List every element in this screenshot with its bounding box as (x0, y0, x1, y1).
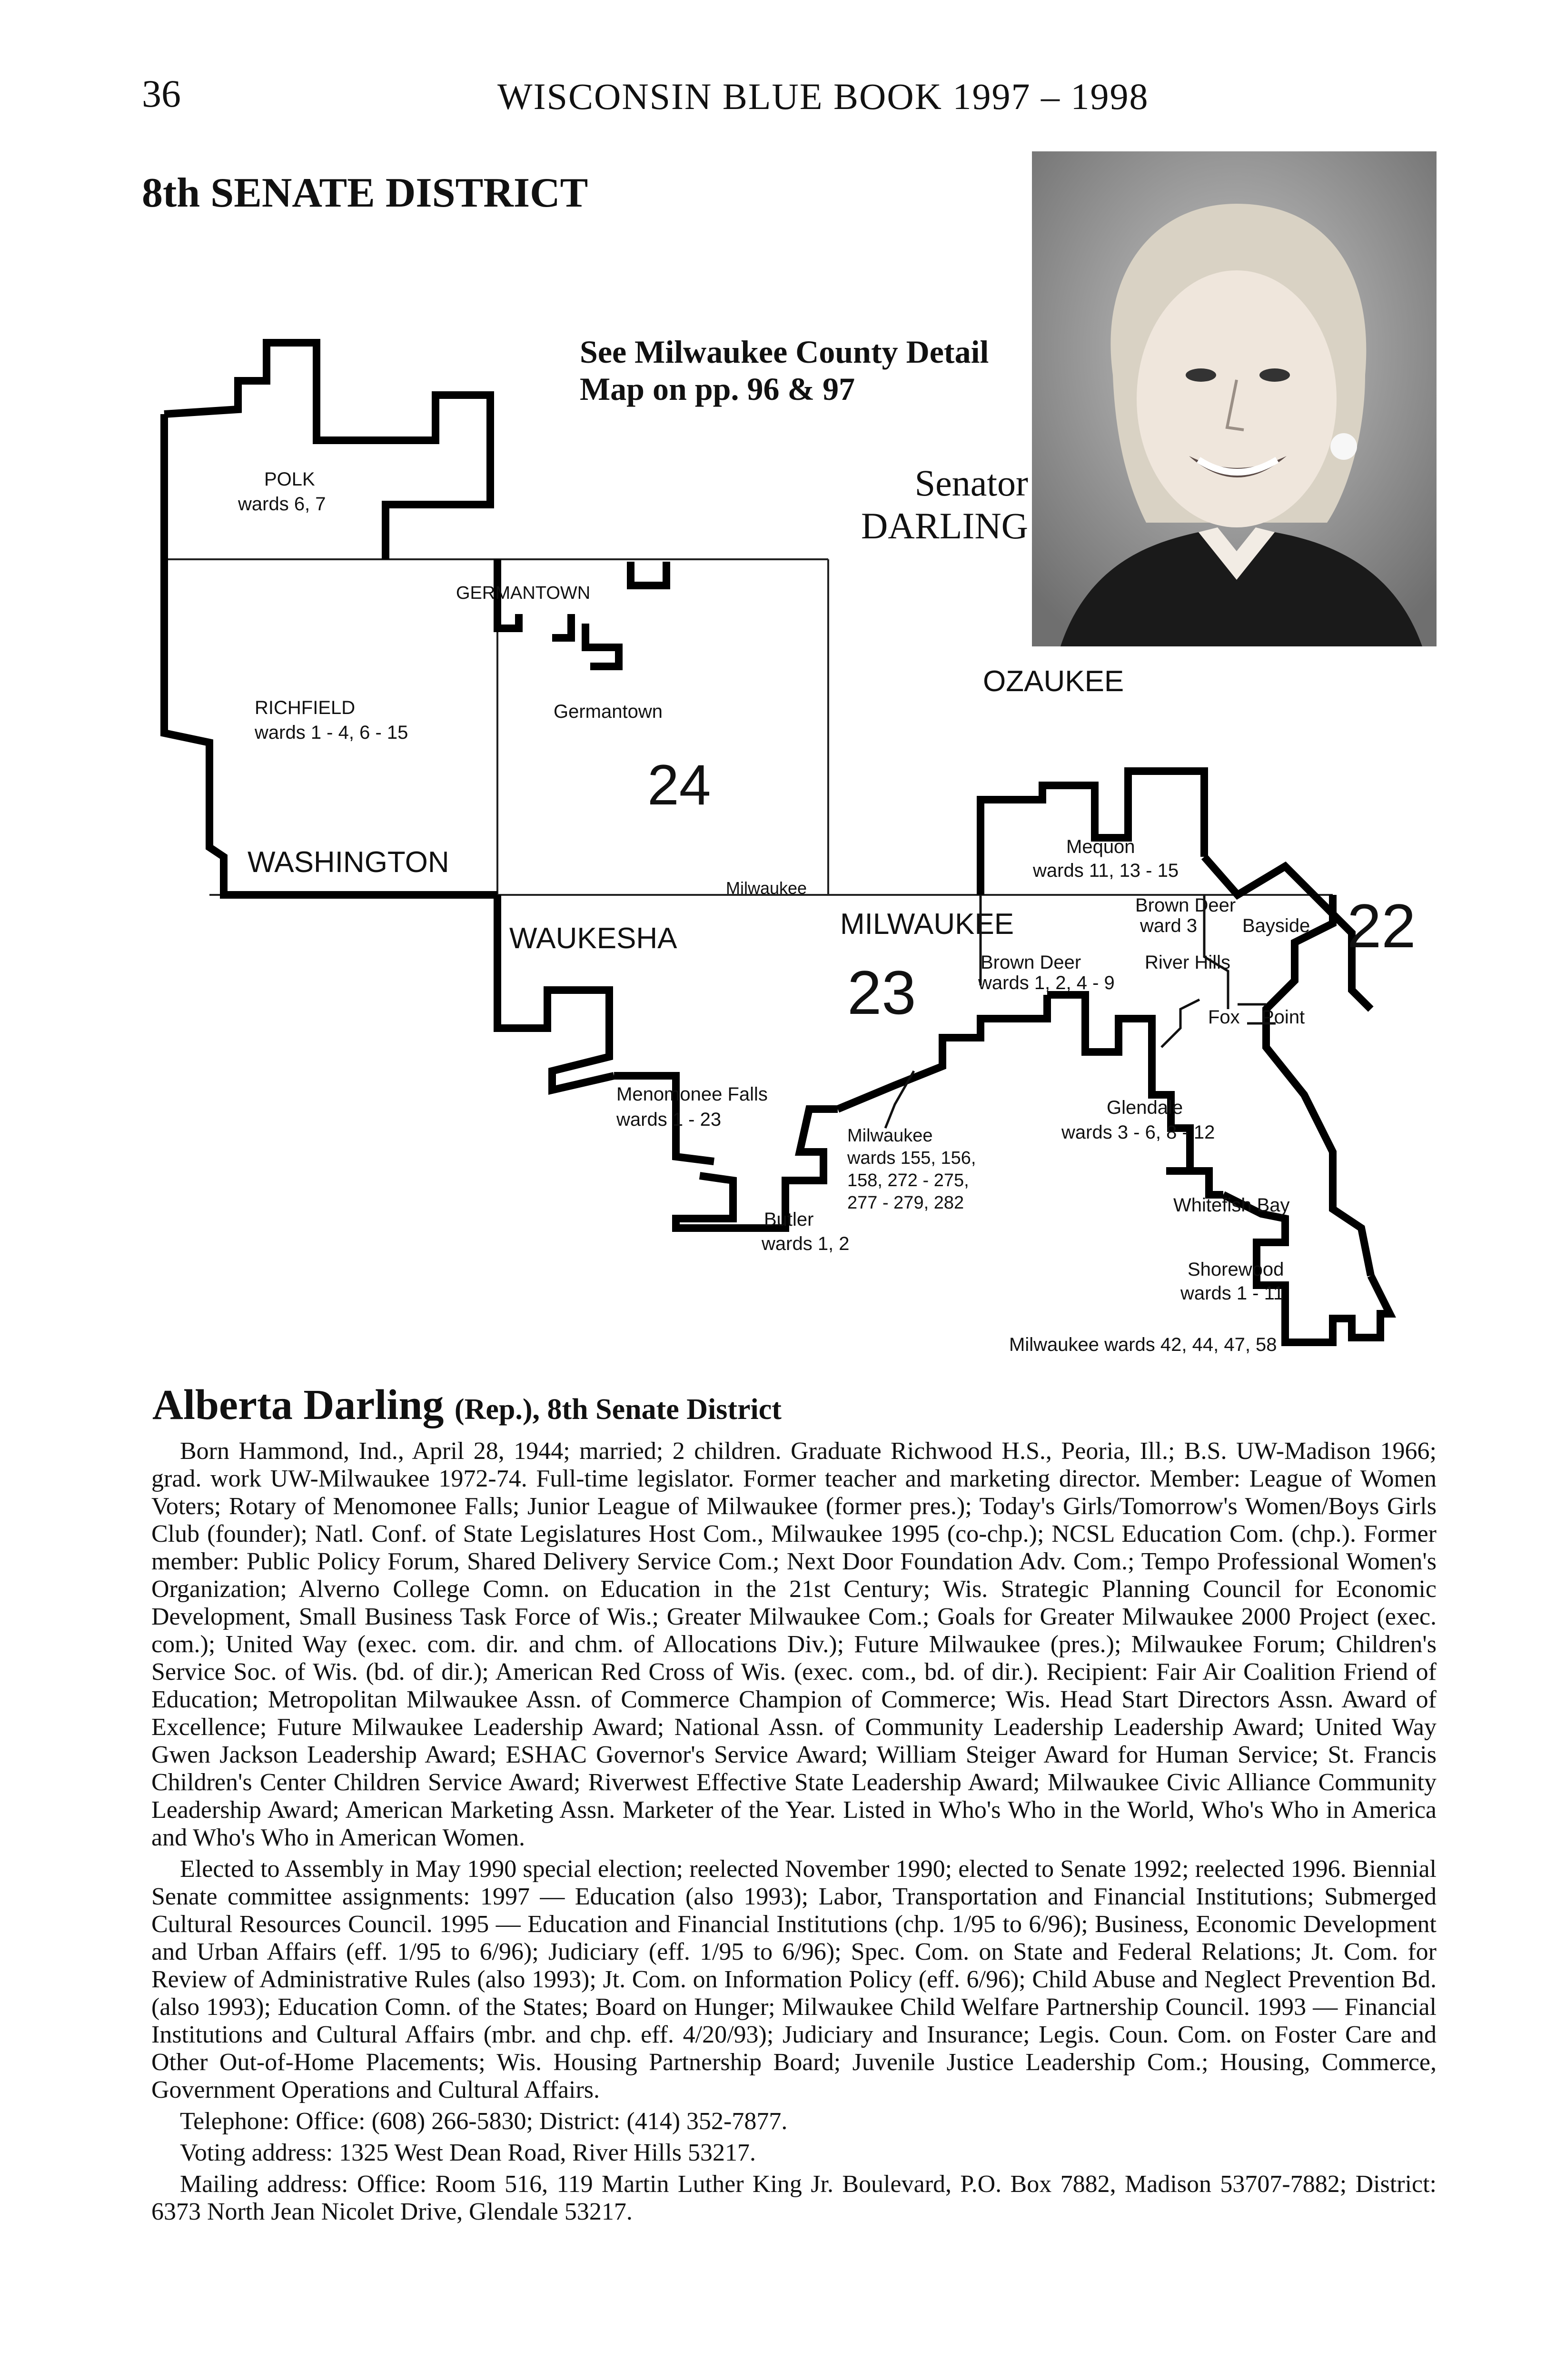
label-brown-deer-top-ward: ward 3 (1140, 915, 1198, 936)
label-milwaukee-wards-bottom: Milwaukee wards 42, 44, 47, 58 (1009, 1334, 1277, 1355)
label-menomonee-wards: wards 1 - 23 (616, 1109, 722, 1130)
label-district-22: 22 (1347, 891, 1416, 961)
label-brown-deer-top: Brown Deer (1135, 895, 1236, 916)
label-milwaukee-wards-a: Milwaukee (847, 1126, 933, 1146)
label-milwaukee: MILWAUKEE (840, 908, 1014, 941)
senator-name: Alberta Darling (152, 1381, 444, 1428)
label-polk: POLK (264, 469, 315, 490)
label-shorewood-wards: wards 1 - 11 (1180, 1283, 1284, 1304)
district-title: 8th SENATE DISTRICT (142, 170, 588, 216)
running-head: WISCONSIN BLUE BOOK 1997 – 1998 (497, 76, 1149, 117)
label-ozaukee: OZAUKEE (983, 665, 1124, 698)
label-whitefish-bay: Whitefish Bay (1173, 1195, 1290, 1216)
label-germantown: Germantown (554, 701, 663, 722)
party-district: (Rep.), 8th Senate District (454, 1393, 782, 1426)
bio-paragraph-background: Born Hammond, Ind., April 28, 1944; married; 2 children. Graduate Richwood H.S., Peoria, Ill.; B.S. UW-Madison 1966; grad. work UW-Milwaukee 1972-74. Full-time legislator. Former teacher and marketing director. Member: League of Women Voters; Rotary of Menomonee Falls; Junior League of Milwaukee (former pres.); Today's Girls/Tomorrow's Women/Boys Girls Club (founder); Natl. Conf. of State Legislatures Host Com., Milwaukee 1995 (co-chp.); NCSL Education Com. (chp.). Former member: Public Policy Forum, Shared Delivery Service Com.; Next Door Foundation Adv. Com.; Tempo Professional Women's Organization; Alverno College Comn. on Education in the 21st Century; Wis. Strategic Planning Council for Economic Development, Small Business Task Force of Wis.; Greater Milwaukee Com.; Goals for Greater Milwaukee 2000 Project (exec. com.); United Way (exec. com. dir. and chm. of Allocations Div.); Future Milwaukee (pres.); Milwaukee Forum; Children's Service Soc. of Wis. (bd. of dir.); American Red Cross of Wis. (exec. com., bd. of dir.). Recipient: Fair Air Coalition Friend of Education; Metropolitan Milwaukee Assn. of Commerce Champion of Commerce; Wis. Head Start Directors Assn. Award of Excellence; Future Milwaukee Leadership Award; National Assn. of Community Leadership Leadership Award; United Way Gwen Jackson Leadership Award; ESHAC Governor's Service Award; William Steiger Award for Human Service; St. Francis Children's Center Children Service Award; Riverwest Effective State Leadership Award; Milwaukee Civic Alliance Community Leadership Award; American Marketing Assn. Marketer of the Year. Listed in Who's Who in the World, Who's Who in America and Who's Who in American Women. (151, 1438, 1437, 1851)
district-outline (164, 343, 1390, 1342)
label-brown-deer-wards: wards 1, 2, 4 - 9 (978, 972, 1115, 993)
map-labels (238, 469, 1416, 1355)
label-fox-point-point: Point (1261, 1007, 1305, 1028)
label-district-23: 23 (847, 958, 916, 1027)
label-river-hills: River Hills (1145, 952, 1230, 973)
label-glendale: Glendale (1107, 1097, 1183, 1118)
label-washington: WASHINGTON (248, 846, 449, 879)
label-bayside: Bayside (1242, 915, 1310, 936)
label-waukesha: WAUKESHA (509, 922, 677, 955)
photo-caption-name: DARLING (861, 505, 1028, 546)
label-butler: Butler (764, 1209, 814, 1230)
label-fox-point-fox: Fox (1208, 1007, 1240, 1028)
page-number: 36 (142, 72, 181, 115)
label-milwaukee-wards-b: wards 155, 156, (847, 1148, 976, 1168)
label-brown-deer: Brown Deer (981, 952, 1081, 973)
label-milwaukee-wards-c: 158, 272 - 275, (847, 1170, 969, 1190)
bio-voting-address: Voting address: 1325 West Dean Road, River Hills 53217. (180, 2139, 756, 2166)
label-milwaukee-wards-d: 277 - 279, 282 (847, 1193, 964, 1213)
label-germantown-top: GERMANTOWN (456, 583, 591, 603)
bio-mailing-address: Mailing address: Office: Room 516, 119 Martin Luther King Jr. Boulevard, P.O. Box 7882, Madison 53707-7882; District: 6373 North Jean Nicolet Drive, Glendale 53217. (151, 2171, 1437, 2225)
bio-telephone: Telephone: Office: (608) 266-5830; District: (414) 352-7877. (180, 2108, 788, 2135)
photo-caption-title: Senator (914, 462, 1028, 504)
label-richfield-wards: wards 1 - 4, 6 - 15 (255, 722, 408, 743)
map-note-line1: See Milwaukee County Detail (580, 334, 989, 370)
label-menomonee-falls: Menomonee Falls (616, 1084, 768, 1105)
label-richfield: RICHFIELD (255, 697, 356, 718)
label-mequon-wards: wards 11, 13 - 15 (1033, 860, 1179, 881)
label-mequon: Mequon (1066, 836, 1135, 857)
bio-paragraph-legislative: Elected to Assembly in May 1990 special election; reelected November 1990; elected to Senate 1992; reelected 1996. Biennial Senate committee assignments: 1997 — Education (also 1993); Labor, Transportation and Financial Institutions; Submerged Cultural Resources Council. 1995 — Education and Financial Institutions (chp. 1/95 to 6/96); Business, Economic Development and Urban Affairs (eff. 1/95 to 6/96); Judiciary (eff. 1/95 to 6/96); Spec. Com. on State and Federal Relations; Jt. Com. for Review of Administrative Rules (also 1993); Jt. Com. on Information Policy (eff. 6/96); Child Abuse and Neglect Prevention Bd. (also 1993); Education Comn. of the States; Board on Hunger; Milwaukee Child Welfare Partnership Council. 1993 — Financial Institutions and Cultural Affairs (mbr. and chp. eff. 4/20/93); Judiciary and Insurance; Legis. Coun. Com. on Foster Care and Other Out-of-Home Placements; Wis. Housing Partnership Board; Juvenile Justice Leadership Com.; Housing, Commerce, Government Operations and Cultural Affairs. (151, 1855, 1437, 2103)
label-milwaukee-small: Milwaukee (726, 878, 807, 898)
label-glendale-wards: wards 3 - 6, 8 - 12 (1061, 1122, 1215, 1143)
bio-heading (152, 1380, 782, 1429)
label-butler-wards: wards 1, 2 (762, 1233, 850, 1254)
label-shorewood: Shorewood (1188, 1259, 1284, 1280)
map-note-line2: Map on pp. 96 & 97 (580, 371, 855, 407)
bio-body (151, 1438, 1437, 2226)
label-district-24: 24 (647, 753, 711, 817)
label-polk-wards: wards 6, 7 (238, 494, 326, 515)
